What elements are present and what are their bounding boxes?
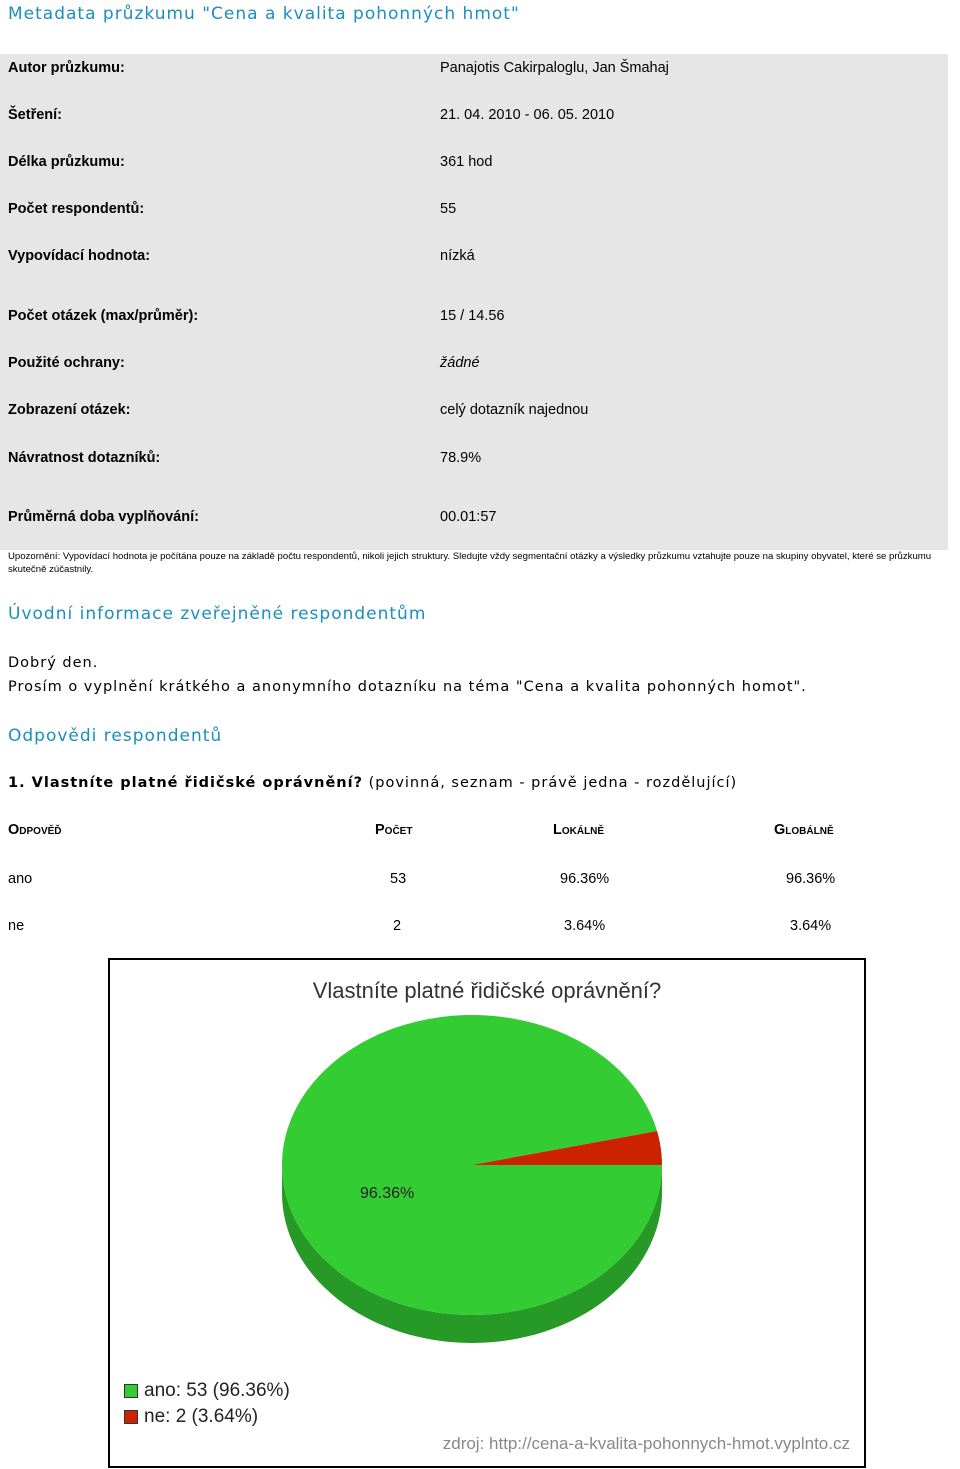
cell-local: 96.36% [560,871,610,887]
question-meta: (povinná, seznam - právě jedna - rozdělující) [368,775,738,791]
cell-count: 2 [393,918,402,934]
metadata-key: Počet respondentů: [8,201,145,217]
pie-chart [108,958,866,1468]
metadata-key: Autor průzkumu: [8,60,125,76]
metadata-value: 78.9% [440,450,482,466]
metadata-key: Délka průzkumu: [8,154,125,170]
intro-line-1: Dobrý den. [8,655,99,671]
legend-item-ne [124,1406,258,1428]
legend-swatch [124,1384,138,1398]
metadata-value: nízká [440,248,475,264]
intro-line-2: Prosím o vyplnění krátkého a anonymního dotazníku na téma "Cena a kvalita pohonných homot". [8,679,807,695]
metadata-value: 15 / 14.56 [440,308,505,324]
chart-title: Vlastníte platné řidičské oprávnění? [312,978,662,1003]
warning-note: Upozornění: Vypovídací hodnota je počítána pouze na základě počtu respondentů, nikoli jejich struktury. Sledujte vždy segmentační otázky a výsledky průzkumu vztahujte pouze na skupiny obyvatel, které se průzkumu skutečně zúčastnily. [8,551,932,575]
col-header-global: Globálně [774,822,834,838]
cell-local: 3.64% [564,918,606,934]
metadata-table [0,54,948,550]
cell-answer: ne [8,918,25,934]
legend-swatch [124,1410,138,1424]
col-header-answer: Odpověď [8,822,62,838]
legend-label: ne: 2 (3.64%) [144,1406,259,1427]
question-1 [8,775,737,791]
slice-label: 96.36% [360,1185,415,1202]
metadata-key: Použité ochrany: [8,355,125,371]
col-header-count: Počet [375,822,413,838]
metadata-key: Šetření: [8,107,62,123]
cell-global: 96.36% [786,871,836,887]
col-header-local: Lokálně [553,822,605,838]
metadata-value: žádné [440,355,480,371]
metadata-key: Návratnost dotazníků: [8,450,161,466]
metadata-key: Vypovídací hodnota: [8,248,151,264]
metadata-key: Počet otázek (max/průměr): [8,308,199,324]
cell-global: 3.64% [790,918,832,934]
legend-item-ano [124,1380,290,1402]
metadata-key: Průměrná doba vyplňování: [8,509,199,525]
metadata-key: Zobrazení otázek: [8,402,131,418]
metadata-value: 55 [440,201,457,217]
question-text: 1. Vlastníte platné řidičské oprávnění? [8,775,363,791]
metadata-value: Panajotis Cakirpaloglu, Jan Šmahaj [440,60,669,76]
intro-heading: Úvodní informace zveřejněné respondentům [8,604,427,624]
metadata-value: 21. 04. 2010 - 06. 05. 2010 [440,107,615,123]
page-title: Metadata průzkumu "Cena a kvalita pohonných hmot" [8,4,520,24]
metadata-value: celý dotazník najednou [440,402,589,418]
cell-count: 53 [390,871,407,887]
metadata-value: 361 hod [440,154,493,170]
answers-heading: Odpovědi respondentů [8,726,223,746]
legend-label: ano: 53 (96.36%) [144,1380,290,1401]
cell-answer: ano [8,871,33,887]
metadata-value: 00.01:57 [440,509,497,525]
chart-source: zdroj: http://cena-a-kvalita-pohonnych-hmot.vyplnto.cz [442,1434,850,1453]
